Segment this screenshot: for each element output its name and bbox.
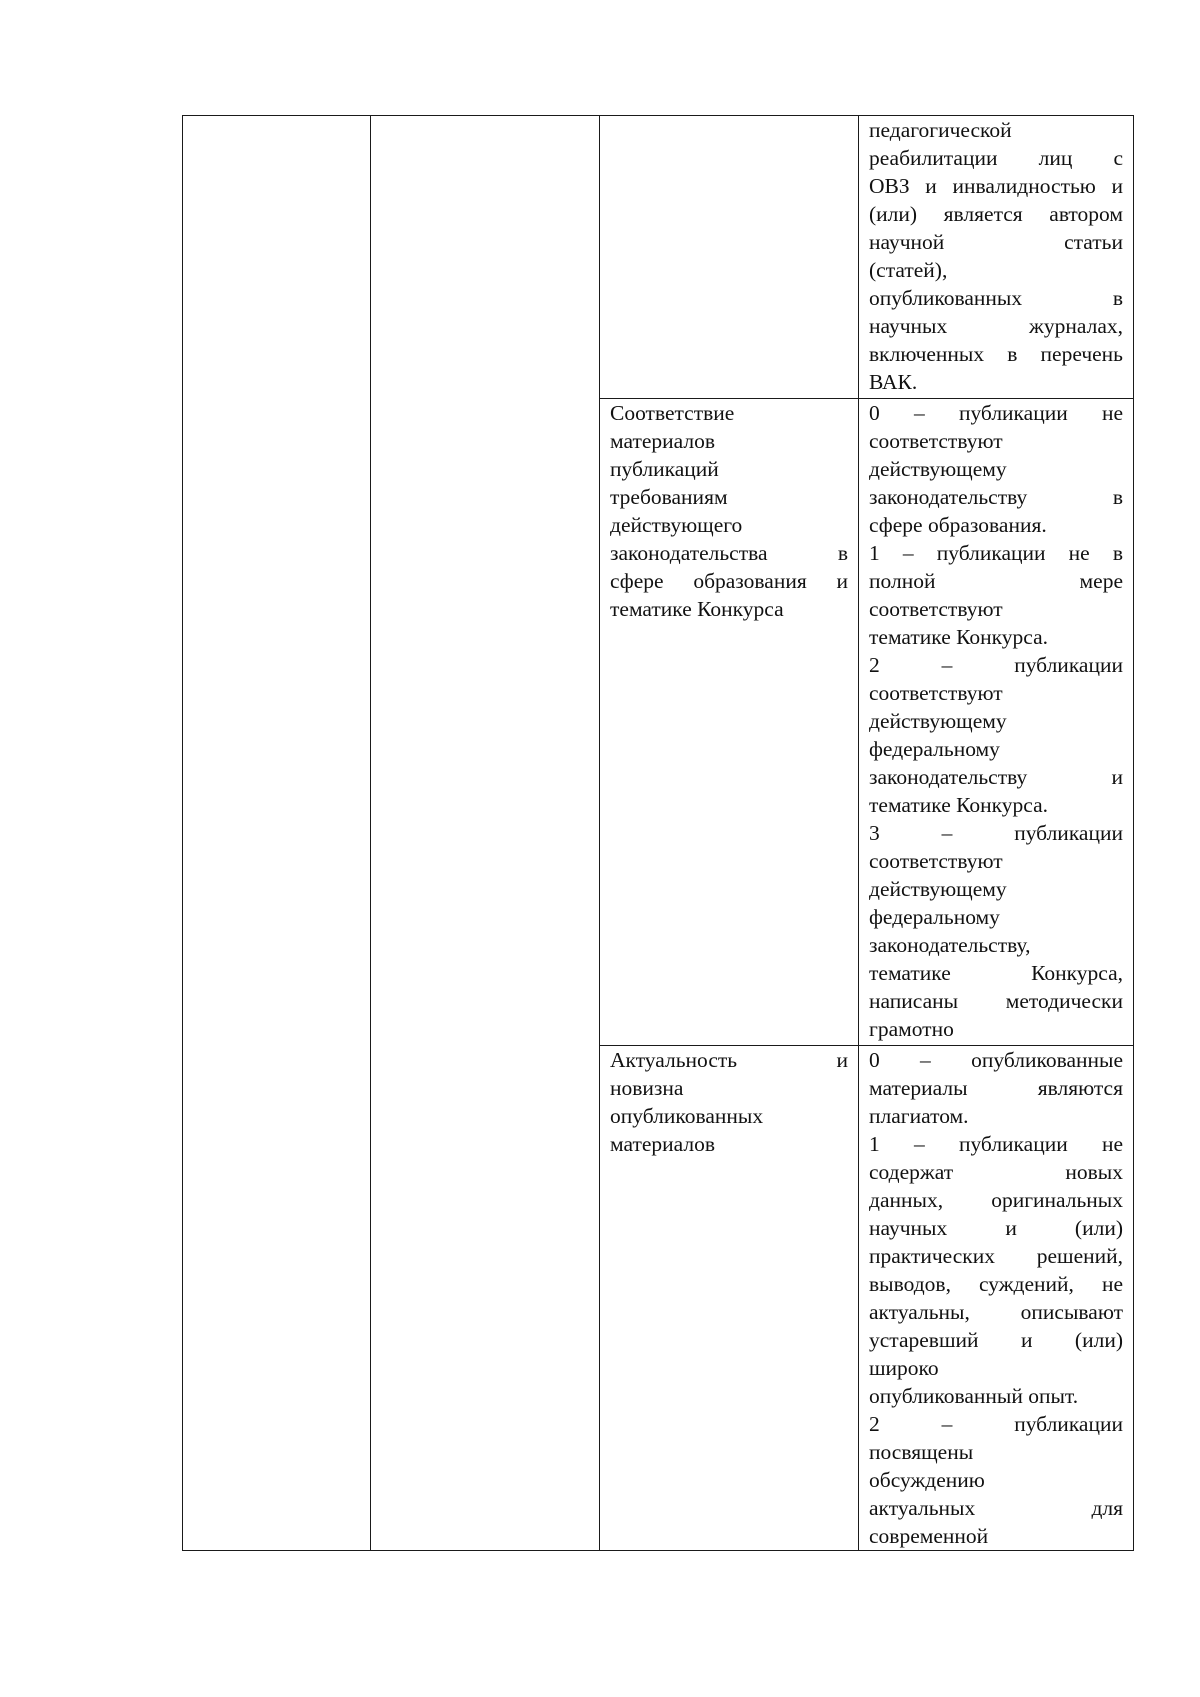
- column-2-cell: [371, 116, 600, 1551]
- text-line: актуальных для: [869, 1496, 1123, 1520]
- text-line: действующему: [869, 709, 1007, 733]
- score-text: [869, 1046, 1123, 1550]
- criterion-text: [610, 399, 848, 623]
- text-line: плагиатом.: [869, 1104, 969, 1128]
- text-line: 0 – публикации не: [869, 401, 1123, 425]
- text-line: тематике Конкурса.: [869, 793, 1049, 817]
- text-line: 1 – публикации не в: [869, 541, 1123, 565]
- score-text: [869, 116, 1123, 396]
- column-1-cell: [183, 116, 371, 1551]
- text-line: сфере образования.: [869, 513, 1047, 537]
- text-line: реабилитации лиц с: [869, 146, 1123, 170]
- text-line: Соответствие: [610, 401, 735, 425]
- text-line: 2 – публикации: [869, 1412, 1123, 1436]
- text-line: материалов: [610, 1132, 716, 1156]
- text-line: ОВЗ и инвалидностью и: [869, 174, 1123, 198]
- text-line: соответствуют: [869, 681, 1003, 705]
- text-line: соответствуют: [869, 849, 1003, 873]
- text-line: федеральному: [869, 905, 1000, 929]
- text-line: (или) является автором: [869, 202, 1123, 226]
- score-cell: [859, 399, 1134, 1046]
- text-line: 0 – опубликованные: [869, 1048, 1123, 1072]
- text-line: законодательству и: [869, 765, 1123, 789]
- criterion-cell: [600, 399, 859, 1046]
- text-line: новизна: [610, 1076, 684, 1100]
- text-line: действующего: [610, 513, 743, 537]
- text-line: ВАК.: [869, 370, 918, 394]
- text-line: 1 – публикации не: [869, 1132, 1123, 1156]
- text-line: сфере образования и: [610, 569, 848, 593]
- text-line: научных и (или): [869, 1216, 1123, 1240]
- text-line: Актуальность и: [610, 1048, 848, 1072]
- text-line: опубликованных в: [869, 286, 1123, 310]
- text-line: данных, оригинальных: [869, 1188, 1123, 1212]
- text-line: законодательства в: [610, 541, 848, 565]
- criterion-cell-empty: [600, 116, 859, 399]
- text-line: практических решений,: [869, 1244, 1123, 1268]
- text-line: соответствуют: [869, 597, 1003, 621]
- text-line: научных журналах,: [869, 314, 1123, 338]
- text-line: устаревший и (или): [869, 1328, 1123, 1352]
- text-line: опубликованных: [610, 1104, 764, 1128]
- text-line: законодательству,: [869, 933, 1031, 957]
- text-line: педагогической: [869, 118, 1012, 142]
- text-line: законодательству в: [869, 485, 1123, 509]
- text-line: полной мере: [869, 569, 1123, 593]
- text-line: содержат новых: [869, 1160, 1123, 1184]
- text-line: 2 – публикации: [869, 653, 1123, 677]
- text-line: федеральному: [869, 737, 1000, 761]
- text-line: включенных в перечень: [869, 342, 1123, 366]
- text-line: научной статьи: [869, 230, 1123, 254]
- score-cell: [859, 1046, 1134, 1551]
- text-line: требованиям: [610, 485, 728, 509]
- text-line: выводов, суждений, не: [869, 1272, 1123, 1296]
- text-line: материалов: [610, 429, 716, 453]
- criteria-table: [182, 115, 1134, 1551]
- text-line: соответствуют: [869, 429, 1003, 453]
- text-line: материалы являются: [869, 1076, 1123, 1100]
- text-line: актуальны, описывают: [869, 1300, 1123, 1324]
- text-line: действующему: [869, 457, 1007, 481]
- text-line: современной: [869, 1524, 989, 1548]
- criterion-cell: [600, 1046, 859, 1551]
- score-text: [869, 399, 1123, 1043]
- text-line: опубликованный опыт.: [869, 1384, 1079, 1408]
- text-line: публикаций: [610, 457, 719, 481]
- text-line: грамотно: [869, 1017, 954, 1041]
- table-row: [183, 116, 1134, 399]
- text-line: написаны методически: [869, 989, 1123, 1013]
- text-line: посвящены: [869, 1440, 974, 1464]
- text-line: действующему: [869, 877, 1007, 901]
- text-line: тематике Конкурса,: [869, 961, 1123, 985]
- text-line: тематике Конкурса: [610, 597, 784, 621]
- text-line: тематике Конкурса.: [869, 625, 1049, 649]
- text-line: обсуждению: [869, 1468, 985, 1492]
- text-line: широко: [869, 1356, 939, 1380]
- text-line: 3 – публикации: [869, 821, 1123, 845]
- text-line: (статей),: [869, 258, 948, 282]
- score-cell: [859, 116, 1134, 399]
- criterion-text: [610, 1046, 848, 1158]
